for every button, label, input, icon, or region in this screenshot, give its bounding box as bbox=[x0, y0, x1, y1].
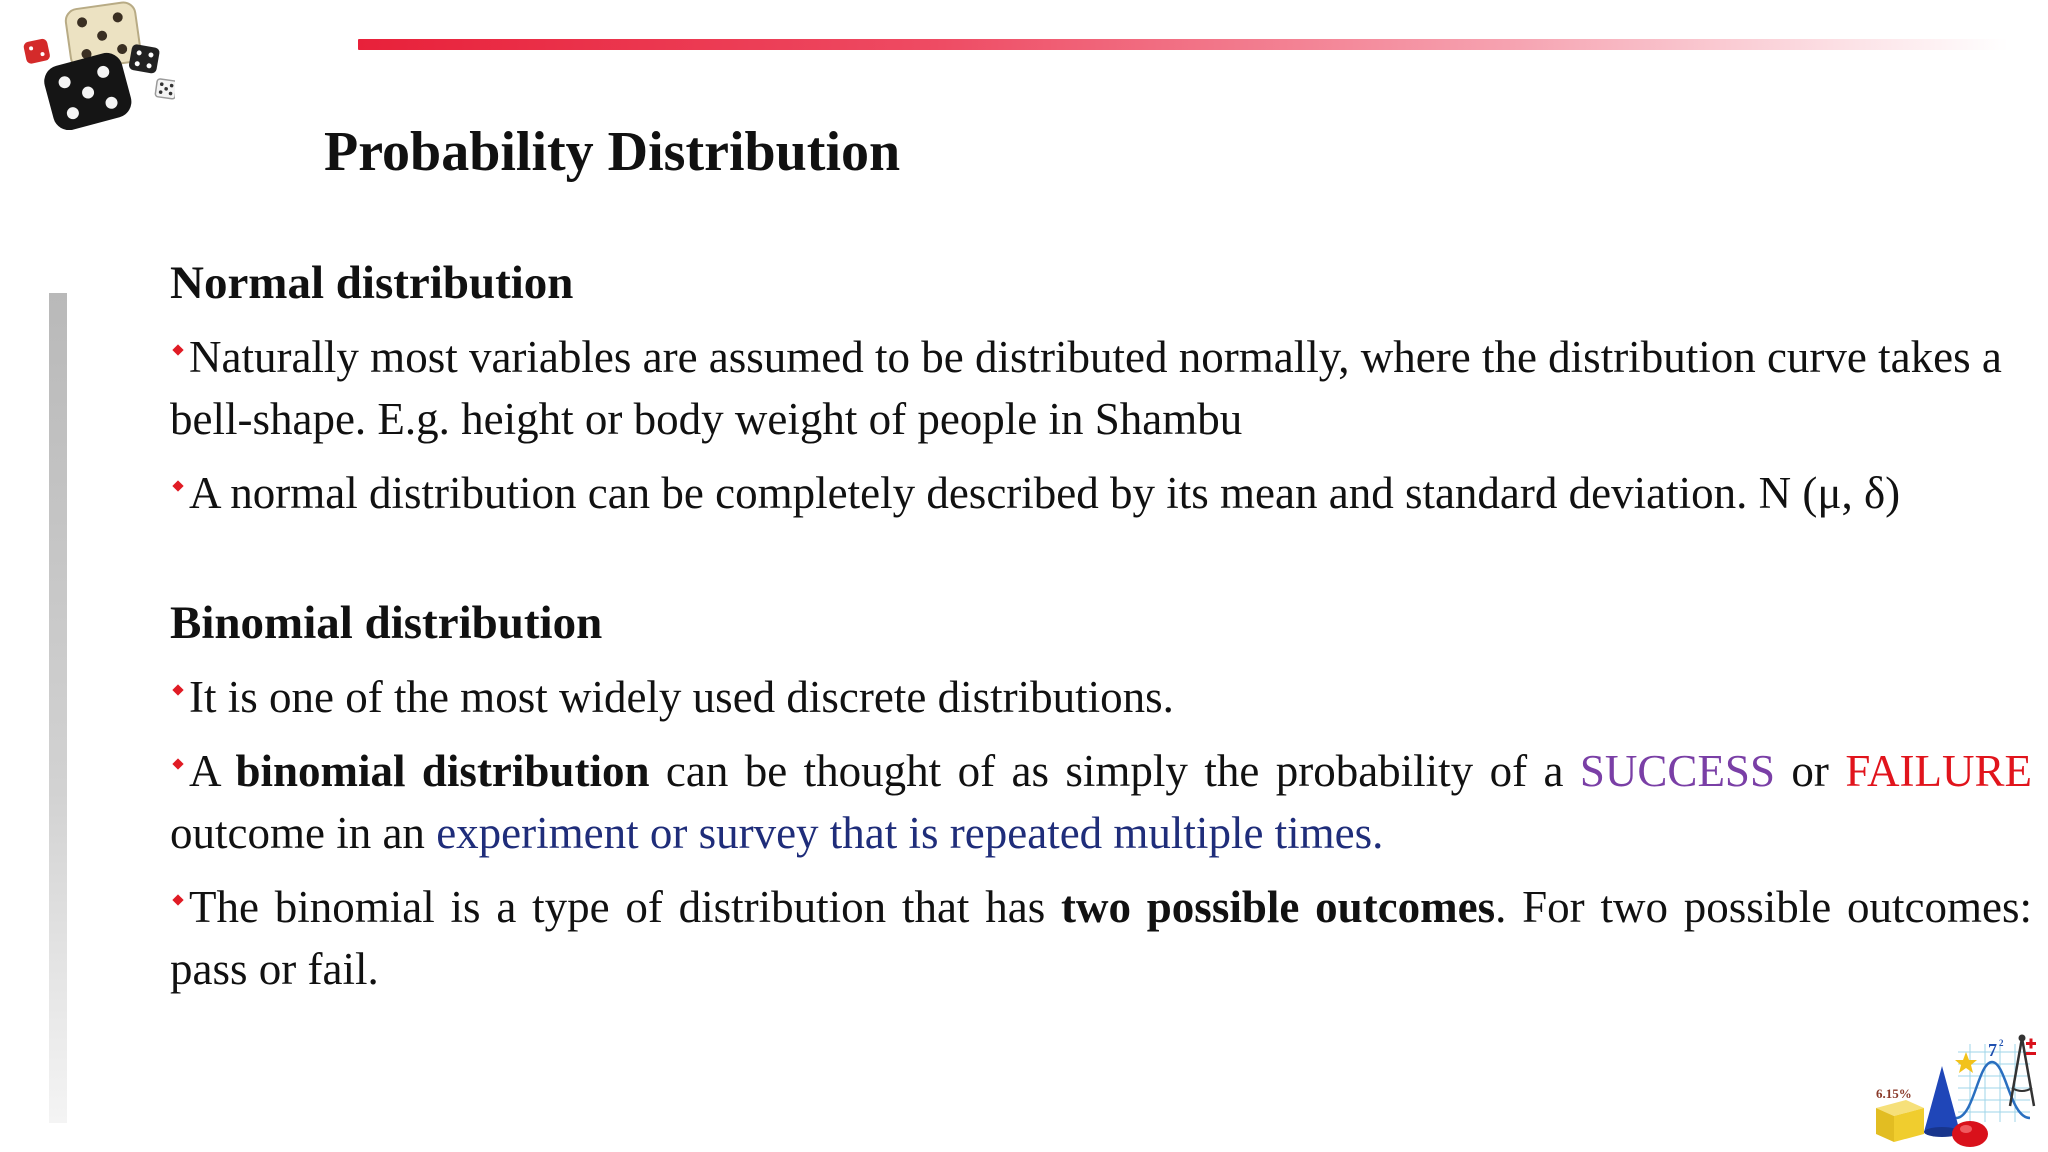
diamond-bullet-icon bbox=[172, 684, 183, 695]
side-accent-rule bbox=[49, 293, 67, 1123]
normal-heading: Normal distribution bbox=[170, 257, 574, 309]
binomial-bullet-1 bbox=[170, 666, 2032, 728]
binomial-bullet-2 bbox=[170, 740, 2032, 864]
diamond-bullet-icon bbox=[172, 344, 183, 355]
binomial-bullet-3-part: . For two possible outcomes: pass or fail. bbox=[170, 882, 2032, 994]
seven-label: 7 bbox=[1988, 1040, 1997, 1060]
dice-icon bbox=[10, 0, 175, 130]
top-accent-rule bbox=[358, 39, 2008, 50]
success-term: SUCCESS bbox=[1579, 746, 1775, 796]
normal-bullet-1-text: Naturally most variables are assumed to be distributed normally, where the distribution curve takes a bell-shape. E.g. height or body weight of people in Shambu bbox=[170, 332, 2002, 444]
exponent-label: 2 bbox=[1999, 1038, 2004, 1048]
math-shapes-icon bbox=[1870, 1022, 2038, 1150]
diamond-bullet-icon bbox=[172, 480, 183, 491]
two-outcomes-term: two possible outcomes bbox=[1061, 882, 1496, 932]
failure-term: FAILURE bbox=[1845, 746, 2032, 796]
binomial-bullet-2-part: can be thought of as simply the probability of a bbox=[649, 746, 1580, 796]
normal-bullet-2-text: A normal distribution can be completely described by its mean and standard deviation. N (μ, δ) bbox=[189, 468, 1901, 518]
binomial-bullet-2-part: or bbox=[1775, 746, 1846, 796]
normal-bullet-2 bbox=[170, 462, 2032, 524]
diamond-bullet-icon bbox=[172, 894, 183, 905]
binomial-bullet-2-part: A bbox=[189, 746, 236, 796]
binomial-bullet-3-part: The binomial is a type of distribution that has bbox=[189, 882, 1061, 932]
binomial-heading: Binomial distribution bbox=[170, 597, 603, 649]
binomial-bullet-1-text: It is one of the most widely used discrete distributions. bbox=[189, 672, 1174, 722]
binomial-term: binomial distribution bbox=[235, 746, 650, 796]
binomial-bullet-2-part: outcome in an bbox=[170, 808, 437, 858]
percent-label: 6.15% bbox=[1876, 1086, 1912, 1101]
binomial-bullet-3 bbox=[170, 876, 2032, 1000]
normal-bullet-1 bbox=[170, 326, 2032, 450]
diamond-bullet-icon bbox=[172, 758, 183, 769]
slide-title: Probability Distribution bbox=[324, 121, 901, 183]
slide-content bbox=[170, 252, 2032, 1000]
experiment-phrase: experiment or survey that is repeated multiple times. bbox=[436, 808, 1384, 858]
